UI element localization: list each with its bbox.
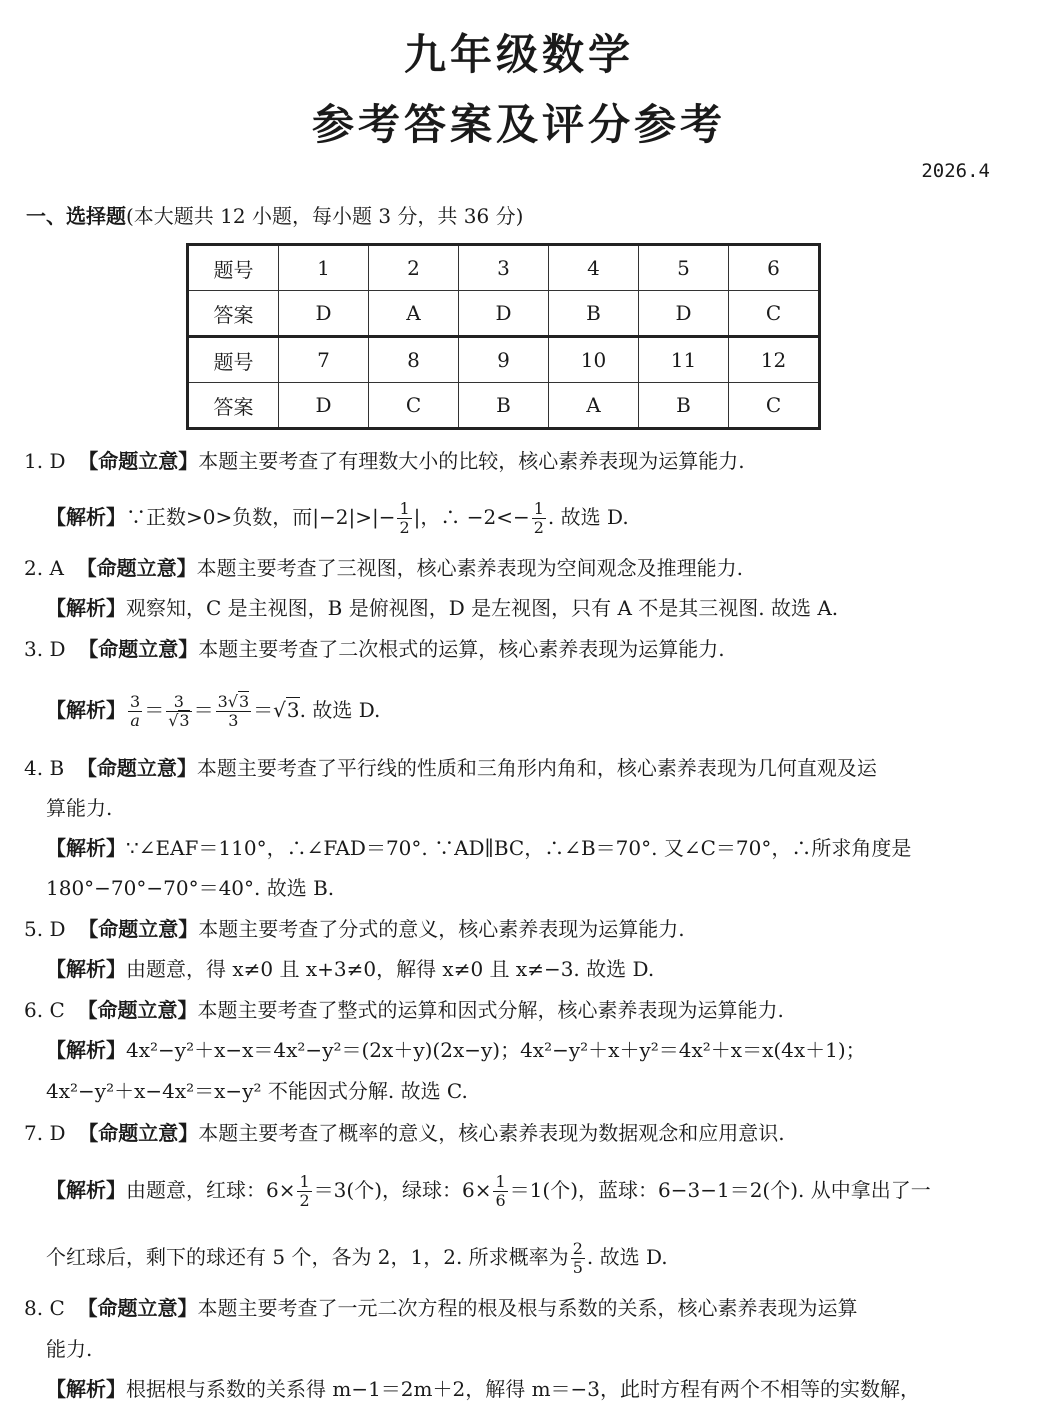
intent-text: 本题主要考查了二次根式的运算，核心素养表现为运算能力. [198,637,725,661]
item-3-analysis: 【解析】 $\frac{3}{a}$ ＝ $\frac{3}{√3}$ ＝ $\frac{3√3}{3}$ ＝√3. 故选 D. [46,692,381,730]
fraction-numerator: 1 [299,1172,310,1191]
analysis-text: 由题意，红球：6× [126,1178,296,1202]
analysis-text: |，∴ −2<− [413,505,530,529]
fraction-denominator: 2 [399,518,410,537]
analysis-tag: 【解析】 [46,836,126,860]
intent-text: 本题主要考查了一元二次方程的根及根与系数的关系，核心素养表现为运算 [197,1296,858,1320]
table-cell: 6 [729,245,820,291]
table-cell: 1 [279,245,369,291]
radicand: 3 [286,698,300,722]
table-row [188,337,820,383]
item-7-analysis [46,1173,931,1210]
item-4-analysis-cont: 180°−70°−70°＝40°. 故选 B. [46,876,335,900]
row-label: 答案 [188,291,279,337]
analysis-text: 4x²−y²＋x−x＝4x²−y²＝(2x＋y)(2x−y)；4x²−y²＋x＋y²＝4x²＋x＝x(4x＋1)； [126,1038,866,1062]
table-cell: B [459,383,549,429]
section-title: 一、选择题 [26,204,126,228]
analysis-text: . 故选 D. [299,698,381,722]
table-cell: D [279,383,369,429]
table-cell: D [459,291,549,337]
item-number: 8. C [24,1296,65,1320]
item-number: 6. C [24,998,65,1022]
item-6-analysis-cont: 4x²−y²＋x−4x²＝x−y² 不能因式分解. 故选 C. [46,1079,468,1103]
item-5-intent [24,916,685,942]
analysis-tag: 【解析】 [46,505,126,529]
analysis-text: ＝1(个)，蓝球：6−3−1＝2(个). 从中拿出了一 [509,1178,931,1202]
item-1-intent [24,448,745,474]
fraction [397,500,411,537]
item-2-analysis [46,595,838,621]
fraction-numerator: 1 [399,499,410,518]
table-row [188,383,820,429]
row-label: 题号 [188,337,279,383]
fraction-numerator: 1 [495,1172,506,1191]
analysis-tag: 【解析】 [46,1377,126,1401]
item-number: 5. D [24,917,66,941]
analysis-text: 由题意，得 x≠0 且 x+3≠0，解得 x≠0 且 x≠−3. 故选 D. [126,957,655,981]
fraction [532,500,546,537]
item-8-analysis [46,1376,920,1402]
fraction-denominator: a [130,711,140,730]
fraction-numerator: 2 [572,1239,583,1258]
analysis-text: 观察知，C 是主视图，B 是俯视图，D 是左视图，只有 A 不是其三视图. 故选 A. [126,596,839,620]
table-cell: 10 [549,337,639,383]
item-number: 7. D [24,1121,66,1145]
item-4-intent [24,755,877,781]
item-4-analysis [46,835,911,861]
fraction-numerator: 1 [533,499,544,518]
table-cell: 3 [459,245,549,291]
fraction [571,1240,585,1277]
item-8-intent [24,1295,857,1321]
table-cell: 12 [729,337,820,383]
page-title: 九年级数学 [403,30,634,79]
fraction-numerator: 3 [130,692,141,711]
intent-text: 本题主要考查了有理数大小的比较，核心素养表现为运算能力. [198,449,745,473]
answer-table [186,243,821,430]
fraction-denominator: 6 [495,1191,506,1210]
item-number: 2. A [24,556,64,580]
analysis-text: ∵正数>0>负数，而|−2|>|− [126,505,396,529]
fraction-denominator: 2 [299,1191,310,1210]
intent-tag: 【命题立意】 [76,756,197,780]
table-cell: 2 [369,245,459,291]
intent-tag: 【命题立意】 [77,998,198,1022]
table-cell: 5 [639,245,729,291]
intent-text: 本题主要考查了三视图，核心素养表现为空间观念及推理能力. [196,556,743,580]
item-6-intent [24,997,784,1023]
analysis-tag: 【解析】 [46,596,126,620]
intent-text: 本题主要考查了分式的意义，核心素养表现为运算能力. [198,917,685,941]
analysis-text: 个红球后，剩下的球还有 5 个，各为 2，1，2. 所求概率为 [46,1245,569,1269]
radicand: 3 [238,692,250,711]
item-1-analysis [46,500,629,537]
analysis-text: ∵∠EAF＝110°，∴∠FAD＝70°. ∵AD∥BC，∴∠B＝70°. 又∠C＝70°，∴所求角度是 [126,836,912,860]
intent-tag: 【命题立意】 [78,1121,199,1145]
item-number: 4. B [24,756,65,780]
intent-tag: 【命题立意】 [78,637,199,661]
table-cell: C [369,383,459,429]
fraction-denominator: 2 [533,518,544,537]
table-cell: 4 [549,245,639,291]
fraction [166,693,191,730]
intent-tag: 【命题立意】 [77,1296,198,1320]
table-cell: 11 [639,337,729,383]
intent-text: 本题主要考查了整式的运算和因式分解，核心素养表现为运算能力. [197,998,784,1022]
intent-tag: 【命题立意】 [76,556,197,580]
fraction [297,1173,311,1210]
item-6-analysis [46,1037,866,1063]
table-cell: 9 [459,337,549,383]
table-row [188,245,820,291]
analysis-text: . 故选 D. [547,505,629,529]
coefficient: 3 [217,692,228,711]
table-cell: 8 [369,337,459,383]
fraction [493,1173,507,1210]
analysis-tag: 【解析】 [46,1038,126,1062]
page-subtitle: 参考答案及评分参考 [311,100,726,149]
intent-text: 本题主要考查了平行线的性质和三角形内角和，核心素养表现为几何直观及运 [196,756,877,780]
date-label: 2026.4 [921,160,990,182]
section-heading [26,200,523,229]
item-number: 3. D [24,637,66,661]
table-cell: B [639,383,729,429]
row-label: 答案 [188,383,279,429]
fraction [128,693,142,730]
table-cell: 7 [279,337,369,383]
fraction-numerator: 3√3 [217,692,250,711]
table-cell: D [279,291,369,337]
analysis-tag: 【解析】 [46,1178,126,1202]
item-4-intent-cont: 算能力. [46,796,113,820]
table-cell: C [729,383,820,429]
analysis-text: 根据根与系数的关系得 m−1＝2m＋2，解得 m＝−3，此时方程有两个不相等的实数解， [126,1377,921,1401]
analysis-tag: 【解析】 [46,698,126,722]
item-7-analysis-cont [46,1240,668,1277]
item-5-analysis [46,956,654,982]
item-8-intent-cont: 能力. [46,1337,93,1361]
intent-text: 本题主要考查了概率的意义，核心素养表现为数据观念和应用意识. [198,1121,785,1145]
table-cell: D [639,291,729,337]
table-cell: A [549,383,639,429]
intent-tag: 【命题立意】 [78,449,199,473]
analysis-text: ＝3(个)，绿球：6× [313,1178,492,1202]
row-label: 题号 [188,245,279,291]
table-cell: C [729,291,820,337]
item-2-intent [24,555,743,581]
item-3-intent [24,636,725,662]
fraction [216,693,252,730]
table-cell: B [549,291,639,337]
fraction-numerator: 3 [166,693,191,712]
fraction-denominator: √3 [168,711,190,730]
radicand: 3 [179,711,190,730]
table-cell: A [369,291,459,337]
item-7-intent [24,1120,785,1146]
analysis-tag: 【解析】 [46,957,126,981]
analysis-text: . 故选 D. [586,1245,668,1269]
intent-tag: 【命题立意】 [78,917,199,941]
table-row [188,291,820,337]
fraction-denominator: 5 [572,1258,583,1277]
section-note: (本大题共 12 小题，每小题 3 分，共 36 分) [126,204,524,228]
item-number: 1. D [24,449,66,473]
fraction-denominator: 3 [228,711,239,730]
